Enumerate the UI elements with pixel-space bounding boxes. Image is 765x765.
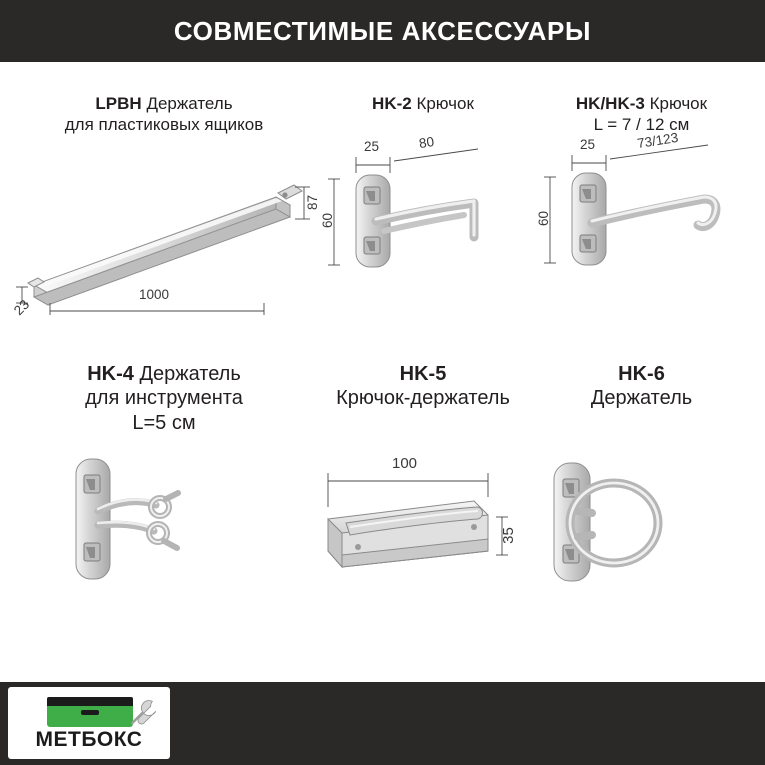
wrench-icon [127,698,161,728]
catalog-row [14,362,751,652]
product-caption [314,94,532,115]
product-name-line2: L = 7 / 12 см [593,114,690,134]
dimension-60: 60 [536,211,552,227]
logo-text: МЕТБОКС [35,728,143,751]
product-illustration-lpbh [10,135,321,319]
product-card-hk3 [532,94,751,362]
catalog-row [10,94,751,362]
dimension-87: 87 [305,195,321,211]
header-bar [0,0,765,62]
dimension-35: 35 [499,526,517,544]
product-card-hk2 [314,94,532,362]
product-name: Держатель [139,363,241,385]
ring-holder-icon [532,455,751,625]
dimension-23: 23 [10,297,33,319]
product-illustration-hk6 [532,455,751,625]
product-code: LPBH [95,94,142,113]
product-code: HK-2 [372,94,412,113]
product-card-hk6 [532,362,751,652]
product-name: Крючок [649,94,708,113]
product-code: HK-5 [399,363,447,385]
product-caption [532,94,751,135]
product-caption [314,362,532,411]
logo-inner [11,690,167,756]
product-name: Держатель [146,94,233,113]
product-name-line2: для пластиковых ящиков [64,114,264,134]
product-code: HK-6 [618,363,665,385]
product-caption [14,362,314,435]
product-code: HK-4 [87,363,134,385]
product-illustration-hk2 [314,133,532,329]
brand-logo [8,687,170,759]
single-hook-icon [314,139,532,329]
product-illustration-hk3 [532,130,751,327]
product-name-line2: для инструмента [85,387,243,410]
product-caption [532,362,751,411]
product-card-hk4 [14,362,314,652]
dimension-25: 25 [580,137,596,153]
product-illustration-hk4 [14,449,314,609]
product-card-hk5 [314,362,532,652]
product-caption [14,94,314,135]
footer-bar [0,682,765,765]
product-name: Держатель [590,387,693,410]
dimension-80: 80 [417,133,436,151]
product-code: HK/HK-3 [575,94,645,113]
tool-holder-icon [14,449,314,609]
dimension-1000: 1000 [139,287,170,303]
product-name: Крючок [416,94,474,113]
product-card-lpbh [10,94,321,362]
dimension-73-123: 73/123 [636,130,680,152]
dimension-100: 100 [392,454,418,472]
product-name: Крючок-держатель [336,387,510,410]
catalog-grid [0,62,765,682]
product-name-line3: L=5 см [132,411,196,434]
toolbox-icon [47,697,133,727]
product-illustration-hk5 [314,455,532,625]
double-hook-icon [532,137,751,327]
page-title: СОВМЕСТИМЫЕ АКСЕССУАРЫ [173,15,592,46]
dimension-25: 25 [364,138,380,154]
dimension-60: 60 [320,212,336,228]
